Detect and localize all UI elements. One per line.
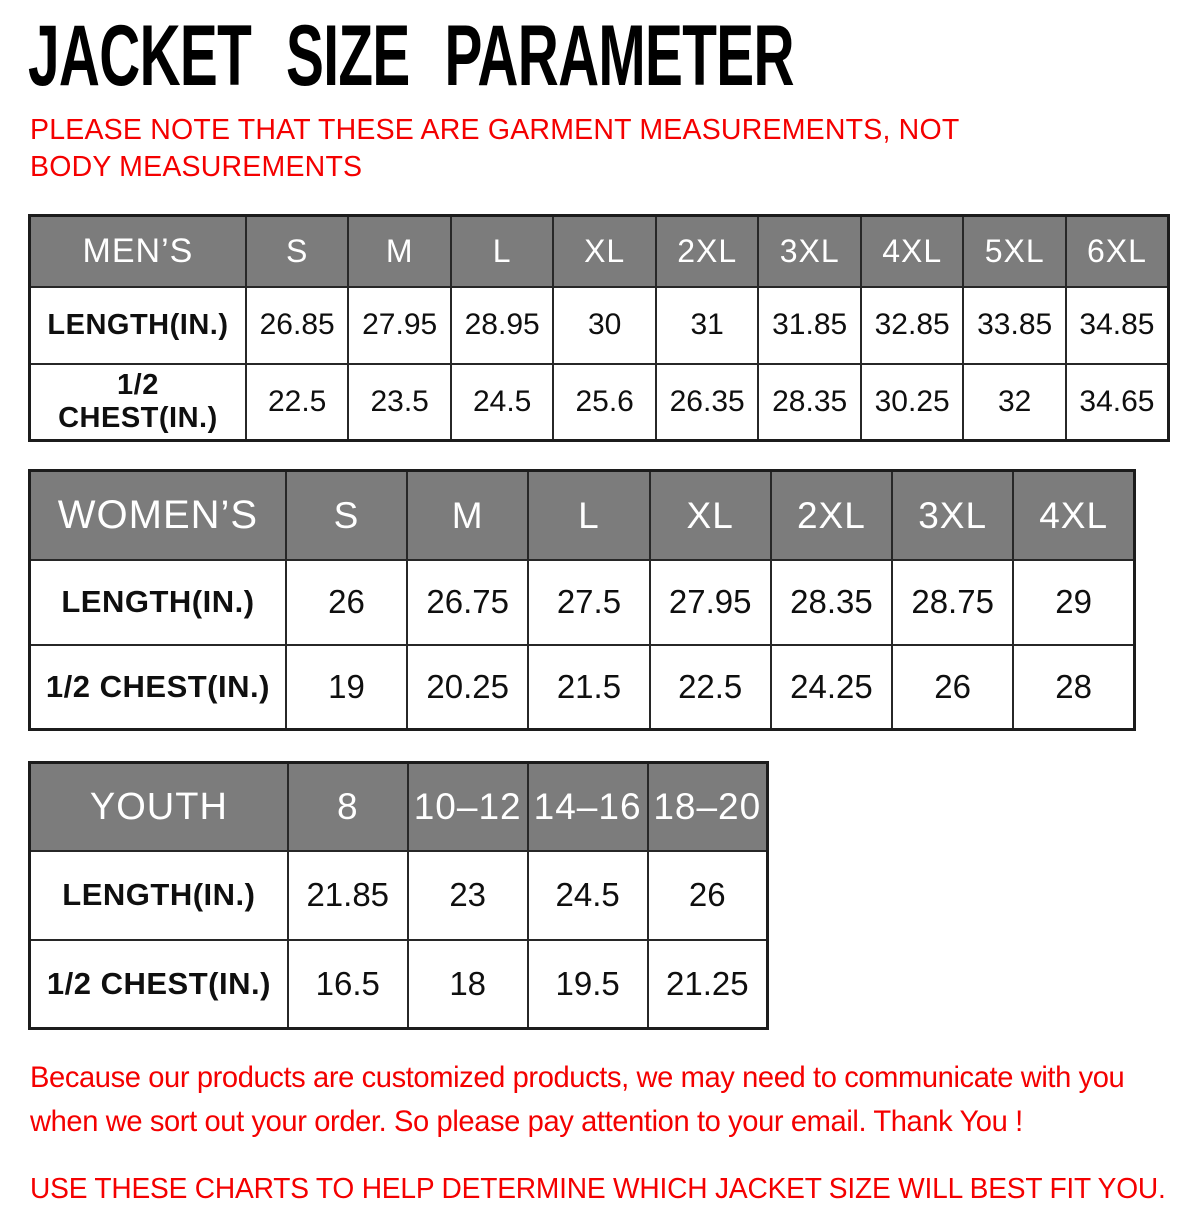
value-cell: 32.85 [861,287,964,364]
value-cell: 30.25 [861,364,964,441]
value-cell: 28 [1013,645,1134,730]
value-cell: 19 [286,645,407,730]
row-label-cell: 1/2 CHEST(IN.) [30,645,286,730]
customization-notice [30,1056,1172,1143]
row-label-cell: LENGTH(IN.) [30,560,286,645]
size-header-cell: 2XL [656,216,759,287]
mens-size-table [28,214,1170,442]
value-cell: 33.85 [963,287,1066,364]
value-cell: 18 [408,940,528,1029]
size-header-cell: M [348,216,451,287]
fit-guidance [30,1173,1172,1206]
row-label-cell: 1/2 CHEST(IN.) [30,940,288,1029]
data-row [30,940,768,1029]
value-cell: 31 [656,287,759,364]
size-header-cell: L [528,471,649,560]
row-label-cell: 1/2 CHEST(IN.) [30,364,246,441]
size-header-cell: 8 [288,763,408,851]
row-label-cell: LENGTH(IN.) [30,287,246,364]
size-header-cell: 3XL [758,216,861,287]
value-cell: 28.35 [771,560,892,645]
value-cell: 21.5 [528,645,649,730]
value-cell: 27.95 [348,287,451,364]
row-label-cell: LENGTH(IN.) [30,851,288,940]
value-cell: 28.95 [451,287,554,364]
value-cell: 27.95 [650,560,771,645]
value-cell: 32 [963,364,1066,441]
size-header-cell: 2XL [771,471,892,560]
page-title [28,8,1172,104]
size-header-cell: S [246,216,349,287]
value-cell: 24.5 [451,364,554,441]
value-cell: 21.25 [648,940,768,1029]
value-cell: 28.35 [758,364,861,441]
value-cell: 29 [1013,560,1134,645]
data-row [30,287,1169,364]
size-header-cell: 5XL [963,216,1066,287]
value-cell: 27.5 [528,560,649,645]
youth-size-table [28,761,769,1030]
size-header-cell: 18–20 [648,763,768,851]
data-row [30,851,768,940]
value-cell: 24.5 [528,851,648,940]
size-header-cell: 6XL [1066,216,1169,287]
header-row [30,216,1169,287]
size-header-cell: 14–16 [528,763,648,851]
size-header-cell: 4XL [861,216,964,287]
data-row [30,645,1135,730]
value-cell: 26.75 [407,560,528,645]
womens-size-table [28,469,1136,731]
size-header-cell: M [407,471,528,560]
data-row [30,364,1169,441]
value-cell: 26 [648,851,768,940]
value-cell: 23.5 [348,364,451,441]
value-cell: 16.5 [288,940,408,1029]
value-cell: 26.85 [246,287,349,364]
value-cell: 21.85 [288,851,408,940]
customization-notice-line2: when we sort out your order. So please pay attention to your email. Thank You ! [30,1104,1023,1138]
value-cell: 26 [892,645,1013,730]
value-cell: 22.5 [246,364,349,441]
value-cell: 26.35 [656,364,759,441]
value-cell: 28.75 [892,560,1013,645]
page-title-text: JACKET SIZE PARAMETER [28,8,794,104]
value-cell: 26 [286,560,407,645]
fit-guidance-text: USE THESE CHARTS TO HELP DETERMINE WHICH JACKET SIZE WILL BEST FIT YOU. [30,1173,1166,1206]
header-row [30,471,1135,560]
data-row [30,560,1135,645]
value-cell: 31.85 [758,287,861,364]
value-cell: 34.65 [1066,364,1169,441]
value-cell: 22.5 [650,645,771,730]
value-cell: 30 [553,287,656,364]
value-cell: 20.25 [407,645,528,730]
size-header-cell: S [286,471,407,560]
customization-notice-line1: Because our products are customized products, we may need to communicate with you [30,1061,1125,1095]
table-title-cell: WOMEN’S [30,471,286,560]
header-row [30,763,768,851]
garment-measurement-note: PLEASE NOTE THAT THESE ARE GARMENT MEASUREMENTS, NOT BODY MEASUREMENTS [30,114,959,184]
size-header-cell: XL [650,471,771,560]
value-cell: 24.25 [771,645,892,730]
size-header-cell: 10–12 [408,763,528,851]
size-header-cell: 3XL [892,471,1013,560]
size-header-cell: 4XL [1013,471,1134,560]
value-cell: 34.85 [1066,287,1169,364]
size-header-cell: XL [553,216,656,287]
table-title-cell: MEN’S [30,216,246,287]
value-cell: 25.6 [553,364,656,441]
value-cell: 23 [408,851,528,940]
value-cell: 19.5 [528,940,648,1029]
table-title-cell: YOUTH [30,763,288,851]
size-header-cell: L [451,216,554,287]
